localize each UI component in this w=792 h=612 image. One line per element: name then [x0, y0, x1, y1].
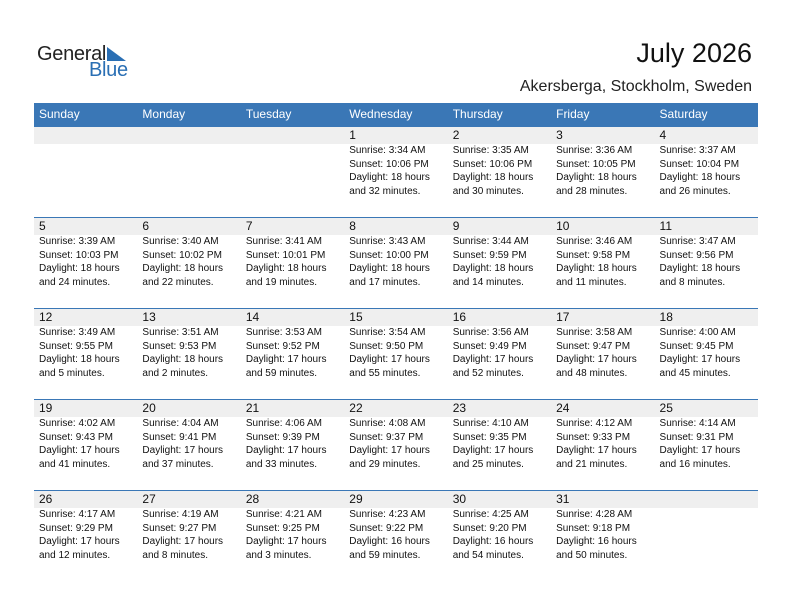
- daylight-duration: Daylight: 17 hours: [349, 354, 430, 365]
- daylight-minutes: and 29 minutes.: [349, 458, 421, 470]
- sunrise-time: Sunrise: 3:46 AM: [556, 236, 633, 247]
- day-number: 18: [659, 310, 673, 324]
- week-cells: [34, 400, 758, 471]
- day-cell: [551, 127, 654, 198]
- daylight-duration: Daylight: 17 hours: [349, 445, 430, 456]
- day-number: 12: [39, 310, 53, 324]
- daylight-minutes: and 22 minutes.: [142, 276, 214, 288]
- sunset-time: Sunset: 10:05 PM: [556, 158, 636, 170]
- day-cell: [344, 127, 447, 198]
- day-cell: [34, 309, 137, 380]
- day-number: 11: [659, 219, 672, 233]
- daylight-duration: Daylight: 18 hours: [556, 263, 637, 274]
- day-number: 7: [245, 219, 253, 233]
- day-cell: [655, 218, 758, 289]
- daylight-minutes: and 12 minutes.: [39, 549, 111, 561]
- day-number: 3: [556, 128, 563, 142]
- daylight-minutes: and 24 minutes.: [39, 276, 111, 288]
- daylight-duration: Daylight: 18 hours: [349, 172, 430, 183]
- sunrise-time: Sunrise: 4:19 AM: [142, 509, 219, 520]
- daylight-duration: Daylight: 16 hours: [556, 536, 637, 547]
- daylight-minutes: and 16 minutes.: [659, 458, 731, 470]
- week-row: [34, 399, 758, 490]
- day-cell: [34, 491, 137, 562]
- logo-blue-text: Blue: [89, 59, 128, 81]
- generalblue-logo: [37, 43, 137, 79]
- day-number: 2: [452, 128, 460, 142]
- weeks-container: [34, 126, 758, 581]
- sunset-time: Sunset: 9:35 PM: [452, 431, 527, 443]
- daylight-duration: Daylight: 17 hours: [245, 536, 327, 547]
- sunset-time: Sunset: 9:43 PM: [39, 431, 113, 443]
- day-number: 31: [556, 492, 570, 506]
- daylight-duration: Daylight: 17 hours: [245, 445, 327, 456]
- sunset-time: Sunset: 9:39 PM: [245, 431, 320, 443]
- sunset-time: Sunset: 10:02 PM: [142, 249, 222, 261]
- day-number: 10: [556, 219, 570, 233]
- daylight-duration: Daylight: 18 hours: [452, 263, 534, 274]
- day-cell: [34, 127, 137, 198]
- day-number: 14: [245, 310, 260, 324]
- day-number: 30: [452, 492, 467, 506]
- daylight-minutes: and 17 minutes.: [349, 276, 421, 288]
- day-number: 26: [39, 492, 53, 506]
- sunset-time: Sunset: 9:22 PM: [349, 522, 424, 534]
- day-number: [142, 127, 240, 144]
- daylight-duration: Daylight: 17 hours: [39, 445, 120, 456]
- sunrise-time: Sunrise: 4:17 AM: [39, 509, 116, 520]
- day-number: 24: [556, 401, 570, 415]
- week-row: [34, 308, 758, 399]
- daylight-duration: Daylight: 18 hours: [452, 172, 534, 183]
- sunrise-time: Sunrise: 3:53 AM: [245, 327, 322, 338]
- week-cells: [34, 309, 758, 380]
- day-cell: [551, 491, 654, 562]
- sunset-time: Sunset: 9:25 PM: [245, 522, 320, 534]
- day-number: [246, 127, 344, 144]
- day-cell: [137, 400, 240, 471]
- daylight-duration: Daylight: 17 hours: [659, 445, 741, 456]
- day-cell: [137, 218, 240, 289]
- sunrise-time: Sunrise: 3:39 AM: [39, 236, 116, 247]
- sunrise-time: Sunrise: 4:04 AM: [142, 418, 219, 429]
- day-cell: [655, 127, 758, 198]
- daylight-duration: Daylight: 17 hours: [39, 536, 120, 547]
- week-row: [34, 126, 758, 217]
- sunrise-time: Sunrise: 4:08 AM: [349, 418, 426, 429]
- sunrise-time: Sunrise: 3:56 AM: [452, 327, 529, 338]
- day-number: 22: [349, 401, 363, 415]
- day-cell: [448, 127, 551, 198]
- day-number: [660, 491, 758, 508]
- daylight-duration: Daylight: 17 hours: [245, 354, 327, 365]
- daylight-minutes: and 3 minutes.: [245, 549, 312, 561]
- daylight-duration: Daylight: 17 hours: [142, 445, 224, 456]
- sunrise-time: Sunrise: 4:21 AM: [245, 509, 322, 520]
- daylight-duration: Daylight: 18 hours: [39, 354, 120, 365]
- day-cell: [241, 491, 344, 562]
- week-cells: [34, 491, 758, 562]
- sunset-time: Sunset: 10:00 PM: [349, 249, 429, 261]
- weekday-header: Thursday: [452, 107, 503, 121]
- sunrise-time: Sunrise: 3:51 AM: [142, 327, 219, 338]
- daylight-duration: Daylight: 18 hours: [142, 354, 224, 365]
- day-number: [39, 127, 137, 144]
- sunset-time: Sunset: 9:20 PM: [452, 522, 527, 534]
- sunset-time: Sunset: 9:59 PM: [452, 249, 527, 261]
- day-cell: [551, 400, 654, 471]
- sunset-time: Sunset: 9:31 PM: [659, 431, 734, 443]
- day-number: 29: [349, 492, 363, 506]
- week-row: [34, 217, 758, 308]
- day-number: 25: [659, 401, 673, 415]
- weekday-header-row: [34, 103, 758, 126]
- daylight-minutes: and 8 minutes.: [142, 549, 209, 561]
- daylight-duration: Daylight: 18 hours: [556, 172, 637, 183]
- sunrise-time: Sunrise: 3:43 AM: [349, 236, 426, 247]
- sunrise-time: Sunrise: 3:37 AM: [659, 145, 736, 156]
- sunset-time: Sunset: 9:27 PM: [142, 522, 217, 534]
- daylight-minutes: and 50 minutes.: [556, 549, 628, 561]
- daylight-duration: Daylight: 17 hours: [452, 354, 534, 365]
- day-cell: [344, 400, 447, 471]
- daylight-duration: Daylight: 17 hours: [659, 354, 741, 365]
- sunrise-time: Sunrise: 3:40 AM: [142, 236, 219, 247]
- day-number: 8: [349, 219, 356, 233]
- daylight-minutes: and 2 minutes.: [142, 367, 209, 379]
- day-number: 27: [142, 492, 156, 506]
- calendar-title: July 2026: [636, 38, 752, 68]
- sunset-time: Sunset: 9:45 PM: [659, 340, 734, 352]
- sunset-time: Sunset: 9:37 PM: [349, 431, 424, 443]
- calendar-location: Akersberga, Stockholm, Sweden: [519, 78, 752, 95]
- calendar-grid: [34, 103, 758, 581]
- sunrise-time: Sunrise: 4:00 AM: [659, 327, 736, 338]
- sunrise-time: Sunrise: 3:54 AM: [349, 327, 426, 338]
- daylight-minutes: and 59 minutes.: [349, 549, 421, 561]
- sunset-time: Sunset: 10:06 PM: [349, 158, 429, 170]
- sunset-time: Sunset: 10:06 PM: [452, 158, 533, 170]
- sunset-time: Sunset: 9:52 PM: [245, 340, 320, 352]
- sunrise-time: Sunrise: 3:41 AM: [245, 236, 322, 247]
- day-number: 13: [142, 310, 156, 324]
- week-cells: [34, 218, 758, 289]
- daylight-minutes: and 26 minutes.: [659, 185, 731, 197]
- sunset-time: Sunset: 9:53 PM: [142, 340, 217, 352]
- weekday-header: Monday: [142, 107, 186, 121]
- day-cell: [448, 218, 551, 289]
- day-cell: [137, 309, 240, 380]
- sunrise-time: Sunrise: 4:28 AM: [556, 509, 633, 520]
- day-number: 23: [452, 401, 467, 415]
- daylight-minutes: and 19 minutes.: [245, 276, 318, 288]
- sunrise-time: Sunrise: 4:10 AM: [452, 418, 529, 429]
- day-cell: [448, 491, 551, 562]
- daylight-duration: Daylight: 16 hours: [349, 536, 430, 547]
- daylight-minutes: and 5 minutes.: [39, 367, 105, 379]
- daylight-minutes: and 45 minutes.: [659, 367, 731, 379]
- daylight-minutes: and 54 minutes.: [452, 549, 524, 561]
- sunrise-time: Sunrise: 4:25 AM: [452, 509, 529, 520]
- day-number: 9: [452, 219, 460, 233]
- sunrise-time: Sunrise: 3:47 AM: [659, 236, 736, 247]
- sunset-time: Sunset: 9:18 PM: [556, 522, 631, 534]
- sunrise-time: Sunrise: 3:35 AM: [452, 145, 529, 156]
- sunrise-time: Sunrise: 4:14 AM: [659, 418, 736, 429]
- sunrise-time: Sunrise: 4:23 AM: [349, 509, 426, 520]
- sunset-time: Sunset: 9:56 PM: [659, 249, 734, 261]
- weekday-header: Wednesday: [349, 107, 413, 121]
- day-cell: [34, 400, 137, 471]
- daylight-duration: Daylight: 18 hours: [142, 263, 224, 274]
- day-cell: [655, 309, 758, 380]
- week-cells: [34, 127, 758, 198]
- sunrise-time: Sunrise: 3:36 AM: [556, 145, 633, 156]
- weekday-header: Tuesday: [245, 107, 292, 121]
- day-cell: [344, 218, 447, 289]
- day-cell: [241, 309, 344, 380]
- daylight-minutes: and 37 minutes.: [142, 458, 214, 470]
- daylight-duration: Daylight: 17 hours: [142, 536, 224, 547]
- day-cell: [344, 309, 447, 380]
- day-cell: [241, 400, 344, 471]
- day-number: 6: [142, 219, 150, 233]
- daylight-minutes: and 30 minutes.: [452, 185, 524, 197]
- day-cell: [448, 309, 551, 380]
- daylight-minutes: and 59 minutes.: [245, 367, 318, 379]
- day-number: 19: [39, 401, 53, 415]
- daylight-duration: Daylight: 17 hours: [556, 354, 637, 365]
- sunset-time: Sunset: 10:04 PM: [659, 158, 740, 170]
- sunset-time: Sunset: 10:03 PM: [39, 249, 119, 261]
- daylight-duration: Daylight: 18 hours: [39, 263, 120, 274]
- daylight-minutes: and 52 minutes.: [452, 367, 524, 379]
- sunrise-time: Sunrise: 4:12 AM: [556, 418, 633, 429]
- daylight-duration: Daylight: 16 hours: [452, 536, 534, 547]
- day-number: 16: [452, 310, 467, 324]
- daylight-minutes: and 21 minutes.: [556, 458, 628, 470]
- daylight-duration: Daylight: 18 hours: [659, 172, 741, 183]
- daylight-minutes: and 25 minutes.: [452, 458, 524, 470]
- daylight-duration: Daylight: 17 hours: [452, 445, 534, 456]
- day-cell: [344, 491, 447, 562]
- sunrise-time: Sunrise: 3:49 AM: [39, 327, 116, 338]
- day-cell: [137, 127, 240, 198]
- daylight-minutes: and 32 minutes.: [349, 185, 421, 197]
- sunset-time: Sunset: 9:47 PM: [556, 340, 631, 352]
- sunset-time: Sunset: 10:01 PM: [245, 249, 326, 261]
- day-number: 21: [245, 401, 260, 415]
- day-number: 15: [349, 310, 363, 324]
- daylight-duration: Daylight: 18 hours: [245, 263, 327, 274]
- day-cell: [241, 127, 344, 198]
- day-number: 5: [39, 219, 46, 233]
- week-row: [34, 490, 758, 581]
- day-number: 28: [245, 492, 260, 506]
- sunrise-time: Sunrise: 3:34 AM: [349, 145, 426, 156]
- daylight-minutes: and 14 minutes.: [452, 276, 524, 288]
- day-cell: [137, 491, 240, 562]
- sunrise-time: Sunrise: 3:44 AM: [452, 236, 529, 247]
- weekday-header: Saturday: [659, 107, 708, 121]
- day-cell: [551, 218, 654, 289]
- logo-general-text: General: [37, 43, 107, 65]
- daylight-minutes: and 55 minutes.: [349, 367, 421, 379]
- daylight-minutes: and 11 minutes.: [556, 276, 627, 288]
- weekday-header: Friday: [556, 107, 590, 121]
- sunrise-time: Sunrise: 4:06 AM: [245, 418, 322, 429]
- daylight-minutes: and 33 minutes.: [245, 458, 318, 470]
- day-number: 17: [556, 310, 570, 324]
- sunset-time: Sunset: 9:55 PM: [39, 340, 113, 352]
- sunset-time: Sunset: 9:50 PM: [349, 340, 424, 352]
- day-cell: [551, 309, 654, 380]
- sunset-time: Sunset: 9:41 PM: [142, 431, 217, 443]
- daylight-duration: Daylight: 18 hours: [659, 263, 741, 274]
- day-cell: [34, 218, 137, 289]
- daylight-minutes: and 48 minutes.: [556, 367, 628, 379]
- daylight-minutes: and 28 minutes.: [556, 185, 628, 197]
- daylight-duration: Daylight: 17 hours: [556, 445, 637, 456]
- day-number: 4: [659, 128, 667, 142]
- sunset-time: Sunset: 9:58 PM: [556, 249, 631, 261]
- sunset-time: Sunset: 9:33 PM: [556, 431, 631, 443]
- day-cell: [655, 400, 758, 471]
- day-number: 1: [349, 128, 356, 142]
- daylight-minutes: and 41 minutes.: [39, 458, 111, 470]
- sunset-time: Sunset: 9:49 PM: [452, 340, 527, 352]
- day-cell: [655, 491, 758, 562]
- daylight-duration: Daylight: 18 hours: [349, 263, 430, 274]
- weekday-header: Sunday: [39, 107, 80, 121]
- day-cell: [448, 400, 551, 471]
- sunrise-time: Sunrise: 3:58 AM: [556, 327, 633, 338]
- day-cell: [241, 218, 344, 289]
- sunrise-time: Sunrise: 4:02 AM: [39, 418, 116, 429]
- daylight-minutes: and 8 minutes.: [659, 276, 726, 288]
- day-number: 20: [142, 401, 156, 415]
- sunset-time: Sunset: 9:29 PM: [39, 522, 113, 534]
